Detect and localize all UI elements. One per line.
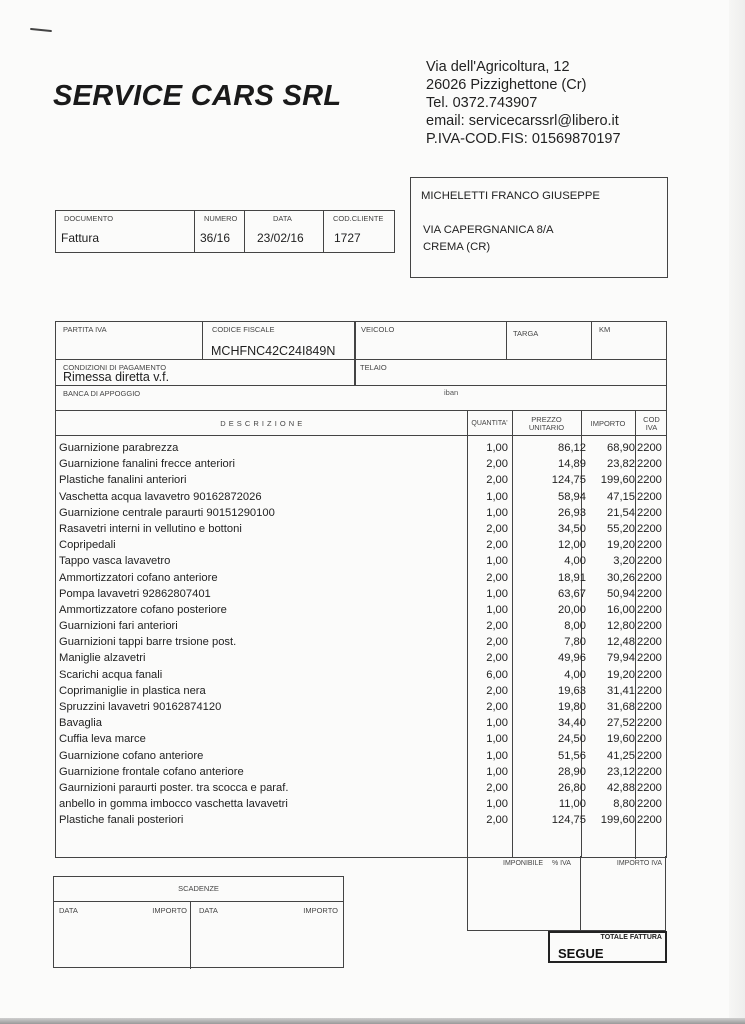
item-vat-code: 2200 <box>637 684 662 697</box>
col-descrizione: D E S C R I Z I O N E <box>220 418 303 428</box>
col-prezzo-line1: PREZZO <box>531 414 562 424</box>
table-row <box>56 620 666 636</box>
item-quantity: 2,00 <box>486 781 508 794</box>
item-description: anbello in gomma imbocco vaschetta lavavetri <box>59 798 288 811</box>
item-vat-code: 2200 <box>637 442 662 454</box>
item-unit-price: 4,00 <box>564 555 586 568</box>
item-quantity: 6,00 <box>486 668 508 681</box>
item-description: Guarnizione cofano anteriore <box>59 749 204 762</box>
table-header <box>56 411 666 436</box>
item-amount: 199,60 <box>600 474 635 487</box>
table-row <box>56 491 666 507</box>
table-row <box>56 766 666 782</box>
item-quantity: 1,00 <box>486 506 508 519</box>
item-vat-code: 2200 <box>637 506 662 519</box>
item-amount: 42,88 <box>607 781 635 794</box>
item-description: Guarnizione frontale cofano anteriore <box>59 765 244 778</box>
item-unit-price: 19,63 <box>558 684 586 697</box>
scadenze-importo-label: IMPORTO <box>303 906 338 915</box>
item-vat-code: 2200 <box>637 749 662 762</box>
item-amount: 27,52 <box>607 717 635 730</box>
item-amount: 55,20 <box>607 522 635 535</box>
targa-label: TARGA <box>513 329 539 338</box>
company-city: 26026 Pizzighettone (Cr) <box>426 77 587 93</box>
item-amount: 21,54 <box>607 506 635 519</box>
item-unit-price: 58,94 <box>558 490 586 503</box>
document-info-box <box>55 210 395 253</box>
item-vat-code: 2200 <box>637 555 662 568</box>
item-amount: 16,00 <box>607 603 635 616</box>
item-description: Maniglie alzavetri <box>59 652 146 665</box>
item-unit-price: 14,89 <box>558 458 586 471</box>
table-row <box>56 458 666 474</box>
item-unit-price: 4,00 <box>564 668 586 681</box>
invoice-header-grid <box>55 321 667 411</box>
targa-cell <box>506 322 591 359</box>
documento-label: DOCUMENTO <box>64 214 114 223</box>
item-vat-code: 2200 <box>637 620 662 633</box>
imponibile-label: IMPONIBILE <box>503 860 544 867</box>
item-description: Guarnizioni fari anteriori <box>59 620 178 633</box>
item-amount: 79,94 <box>607 652 635 665</box>
perc-iva-label: % IVA <box>552 860 571 867</box>
table-row <box>56 652 666 668</box>
item-description: Guarnizione centrale paraurti 90151290100 <box>59 506 275 519</box>
km-cell <box>591 322 668 359</box>
item-quantity: 2,00 <box>486 620 508 633</box>
importo-iva-label: IMPORTO IVA <box>616 860 662 867</box>
numero-label: NUMERO <box>204 214 238 223</box>
banca-appoggio-cell <box>56 386 668 412</box>
item-vat-code: 2200 <box>637 668 662 681</box>
item-quantity: 2,00 <box>486 701 508 713</box>
item-quantity: 2,00 <box>486 684 508 697</box>
item-unit-price: 34,50 <box>558 522 586 535</box>
item-description: Guarnizioni tappi barre trsione post. <box>59 636 237 649</box>
item-quantity: 2,00 <box>486 539 508 552</box>
divider <box>580 856 581 930</box>
item-amount: 23,12 <box>607 765 635 778</box>
item-amount: 19,60 <box>607 733 635 746</box>
item-amount: 31,41 <box>607 684 635 697</box>
item-quantity: 2,00 <box>486 571 508 584</box>
item-unit-price: 86,12 <box>558 442 586 454</box>
scanner-bottom-edge <box>0 1018 745 1024</box>
item-quantity: 1,00 <box>486 603 508 616</box>
table-body <box>56 442 666 831</box>
header-row-3 <box>56 386 666 412</box>
header-row-1 <box>56 322 666 360</box>
table-row <box>56 588 666 604</box>
item-description: Ammortizzatori cofano anteriore <box>59 571 218 584</box>
item-unit-price: 19,80 <box>558 701 586 713</box>
item-quantity: 1,00 <box>486 442 508 454</box>
codice-fiscale-cell <box>202 322 352 359</box>
customer-street: VIA CAPERGNANICA 8/A <box>423 224 554 236</box>
item-vat-code: 2200 <box>637 474 662 487</box>
item-amount: 12,48 <box>607 636 635 649</box>
company-phone: Tel. 0372.743907 <box>426 95 538 111</box>
item-quantity: 1,00 <box>486 587 508 600</box>
item-vat-code: 2200 <box>637 652 662 665</box>
item-vat-code: 2200 <box>637 571 662 584</box>
item-unit-price: 12,00 <box>558 539 586 552</box>
item-amount: 8,80 <box>613 798 635 811</box>
item-amount: 31,68 <box>607 701 635 713</box>
item-amount: 41,25 <box>607 749 635 762</box>
header-row-2 <box>56 360 666 386</box>
item-unit-price: 124,75 <box>551 814 586 827</box>
totale-fattura-value: SEGUE <box>558 946 604 961</box>
data-value: 23/02/16 <box>257 231 304 245</box>
scadenze-importo-label: IMPORTO <box>152 906 187 915</box>
item-quantity: 2,00 <box>486 814 508 827</box>
telaio-cell <box>354 360 668 385</box>
totals-box <box>467 856 666 931</box>
col-quantita: QUANTITA' <box>471 419 508 427</box>
item-amount: 3,20 <box>613 555 635 568</box>
item-description: Gaurnizioni paraurti poster. tra scocca e paraf. <box>59 781 289 794</box>
items-table <box>55 410 667 858</box>
item-amount: 68,90 <box>607 442 635 454</box>
col-prezzo-line2: UNITARIO <box>528 422 565 432</box>
numero-cell <box>195 211 245 252</box>
item-amount: 50,94 <box>607 587 635 600</box>
item-description: Guarnizione fanalini frecce anteriori <box>59 458 235 471</box>
table-row <box>56 782 666 798</box>
table-row <box>56 539 666 555</box>
item-unit-price: 124,75 <box>551 474 586 487</box>
item-unit-price: 34,40 <box>558 717 586 730</box>
item-description: Vaschetta acqua lavavetro 90162872026 <box>59 490 262 503</box>
company-vat: P.IVA-COD.FIS: 01569870197 <box>426 131 621 147</box>
item-quantity: 1,00 <box>486 717 508 730</box>
item-amount: 19,20 <box>607 668 635 681</box>
item-unit-price: 18,91 <box>558 571 586 584</box>
item-unit-price: 51,56 <box>558 749 586 762</box>
col-importo: IMPORTO <box>590 418 626 428</box>
table-row <box>56 717 666 733</box>
item-amount: 19,20 <box>607 539 635 552</box>
page-edge-shadow <box>729 0 745 1024</box>
item-unit-price: 7,80 <box>564 636 586 649</box>
item-description: Plastiche fanali posteriori <box>59 814 184 827</box>
table-row <box>56 750 666 766</box>
table-row <box>56 636 666 652</box>
table-row <box>56 523 666 539</box>
condizioni-pagamento-value: Rimessa diretta v.f. <box>63 370 170 384</box>
banca-appoggio-label: BANCA DI APPOGGIO <box>63 389 141 398</box>
table-row <box>56 474 666 490</box>
company-name: SERVICE CARS SRL <box>53 80 342 112</box>
table-row <box>56 572 666 588</box>
customer-address-box <box>410 177 668 278</box>
table-row <box>56 669 666 685</box>
item-unit-price: 8,00 <box>564 620 586 633</box>
item-unit-price: 24,50 <box>558 733 586 746</box>
item-quantity: 2,00 <box>486 636 508 649</box>
scadenze-box <box>53 876 344 968</box>
col-cod-iva-line1: COD <box>643 414 660 424</box>
item-quantity: 2,00 <box>486 458 508 471</box>
item-unit-price: 20,00 <box>558 603 586 616</box>
item-quantity: 1,00 <box>486 798 508 811</box>
table-row <box>56 701 666 717</box>
scadenze-col-1 <box>54 902 191 969</box>
table-row <box>56 507 666 523</box>
telaio-label: TELAIO <box>360 363 387 372</box>
item-quantity: 1,00 <box>486 749 508 762</box>
col-prezzo-unitario <box>512 411 581 436</box>
customer-name: MICHELETTI FRANCO GIUSEPPE <box>421 190 600 202</box>
item-quantity: 1,00 <box>486 733 508 746</box>
item-quantity: 2,00 <box>486 652 508 665</box>
item-unit-price: 26,93 <box>558 506 586 519</box>
partita-iva-cell <box>56 322 202 359</box>
item-unit-price: 63,67 <box>558 587 586 600</box>
item-vat-code: 2200 <box>637 458 662 471</box>
km-label: KM <box>599 325 611 334</box>
item-vat-code: 2200 <box>637 636 662 649</box>
customer-city: CREMA (CR) <box>423 241 491 253</box>
item-description: Ammortizzatore cofano posteriore <box>59 603 227 616</box>
item-quantity: 2,00 <box>486 522 508 535</box>
item-vat-code: 2200 <box>637 781 662 794</box>
item-description: Pompa lavavetri 92862807401 <box>59 587 211 600</box>
table-row <box>56 814 666 830</box>
condizioni-pagamento-label: CONDIZIONI DI PAGAMENTO <box>63 363 167 372</box>
item-vat-code: 2200 <box>637 798 662 811</box>
item-vat-code: 2200 <box>637 522 662 535</box>
item-quantity: 2,00 <box>486 474 508 487</box>
item-unit-price: 28,90 <box>558 765 586 778</box>
scadenze-col-2 <box>191 902 343 969</box>
scadenze-title: SCADENZE <box>54 877 343 902</box>
pen-mark <box>30 28 52 32</box>
table-row <box>56 555 666 571</box>
item-vat-code: 2200 <box>637 814 662 827</box>
item-vat-code: 2200 <box>637 765 662 778</box>
scadenze-data-label: DATA <box>59 906 78 915</box>
item-description: Rasavetri interni in vellutino e bottoni <box>59 522 242 535</box>
scadenze-data-label: DATA <box>199 906 218 915</box>
cod-cliente-label: COD.CLIENTE <box>333 214 384 223</box>
totale-fattura-box <box>548 931 667 963</box>
item-amount: 12,80 <box>607 620 635 633</box>
item-amount: 47,15 <box>607 490 635 503</box>
table-row <box>56 442 666 458</box>
item-description: Plastiche fanalini anteriori <box>59 474 187 487</box>
data-label: DATA <box>273 214 292 223</box>
item-quantity: 1,00 <box>486 765 508 778</box>
numero-value: 36/16 <box>200 231 231 245</box>
item-description: Guarnizione parabrezza <box>59 442 179 454</box>
condizioni-pagamento-cell <box>56 360 352 385</box>
item-vat-code: 2200 <box>637 701 662 713</box>
col-cod-iva-line2: IVA <box>645 422 658 432</box>
company-info <box>426 58 621 148</box>
item-vat-code: 2200 <box>637 539 662 552</box>
col-cod-iva <box>635 411 668 436</box>
item-description: Copripedali <box>59 539 116 552</box>
cod-cliente-value: 1727 <box>334 231 361 245</box>
veicolo-cell <box>354 322 504 359</box>
item-vat-code: 2200 <box>637 490 662 503</box>
item-description: Tappo vasca lavavetro <box>59 555 171 568</box>
codice-fiscale-label: CODICE FISCALE <box>212 325 275 334</box>
table-row <box>56 733 666 749</box>
documento-value: Fattura <box>61 231 100 245</box>
item-vat-code: 2200 <box>637 717 662 730</box>
veicolo-label: VEICOLO <box>361 325 395 334</box>
item-description: Cuffia leva marce <box>59 733 146 746</box>
cod-cliente-cell <box>324 211 394 252</box>
item-description: Scarichi acqua fanali <box>59 668 163 681</box>
company-email: email: servicecarssrl@libero.it <box>426 113 619 129</box>
company-address: Via dell'Agricoltura, 12 <box>426 59 570 75</box>
item-unit-price: 11,00 <box>558 798 586 811</box>
item-unit-price: 26,80 <box>558 781 586 794</box>
codice-fiscale-value: MCHFNC42C24I849N <box>211 344 336 358</box>
data-cell <box>245 211 324 252</box>
totale-fattura-label: TOTALE FATTURA <box>600 934 662 941</box>
item-vat-code: 2200 <box>637 733 662 746</box>
documento-cell <box>56 211 195 252</box>
item-vat-code: 2200 <box>637 603 662 616</box>
table-row <box>56 685 666 701</box>
item-vat-code: 2200 <box>637 587 662 600</box>
item-quantity: 1,00 <box>486 555 508 568</box>
table-row <box>56 798 666 814</box>
partita-iva-label: PARTITA IVA <box>63 325 107 334</box>
item-quantity: 1,00 <box>486 490 508 503</box>
item-description: Spruzzini lavavetri 90162874120 <box>59 701 222 713</box>
item-amount: 30,26 <box>607 571 635 584</box>
item-unit-price: 49,96 <box>558 652 586 665</box>
item-amount: 199,60 <box>600 814 635 827</box>
item-amount: 23,82 <box>607 458 635 471</box>
item-description: Coprimaniglie in plastica nera <box>59 684 206 697</box>
iban-label: iban <box>444 388 459 397</box>
item-description: Bavaglia <box>59 717 102 730</box>
table-row <box>56 604 666 620</box>
